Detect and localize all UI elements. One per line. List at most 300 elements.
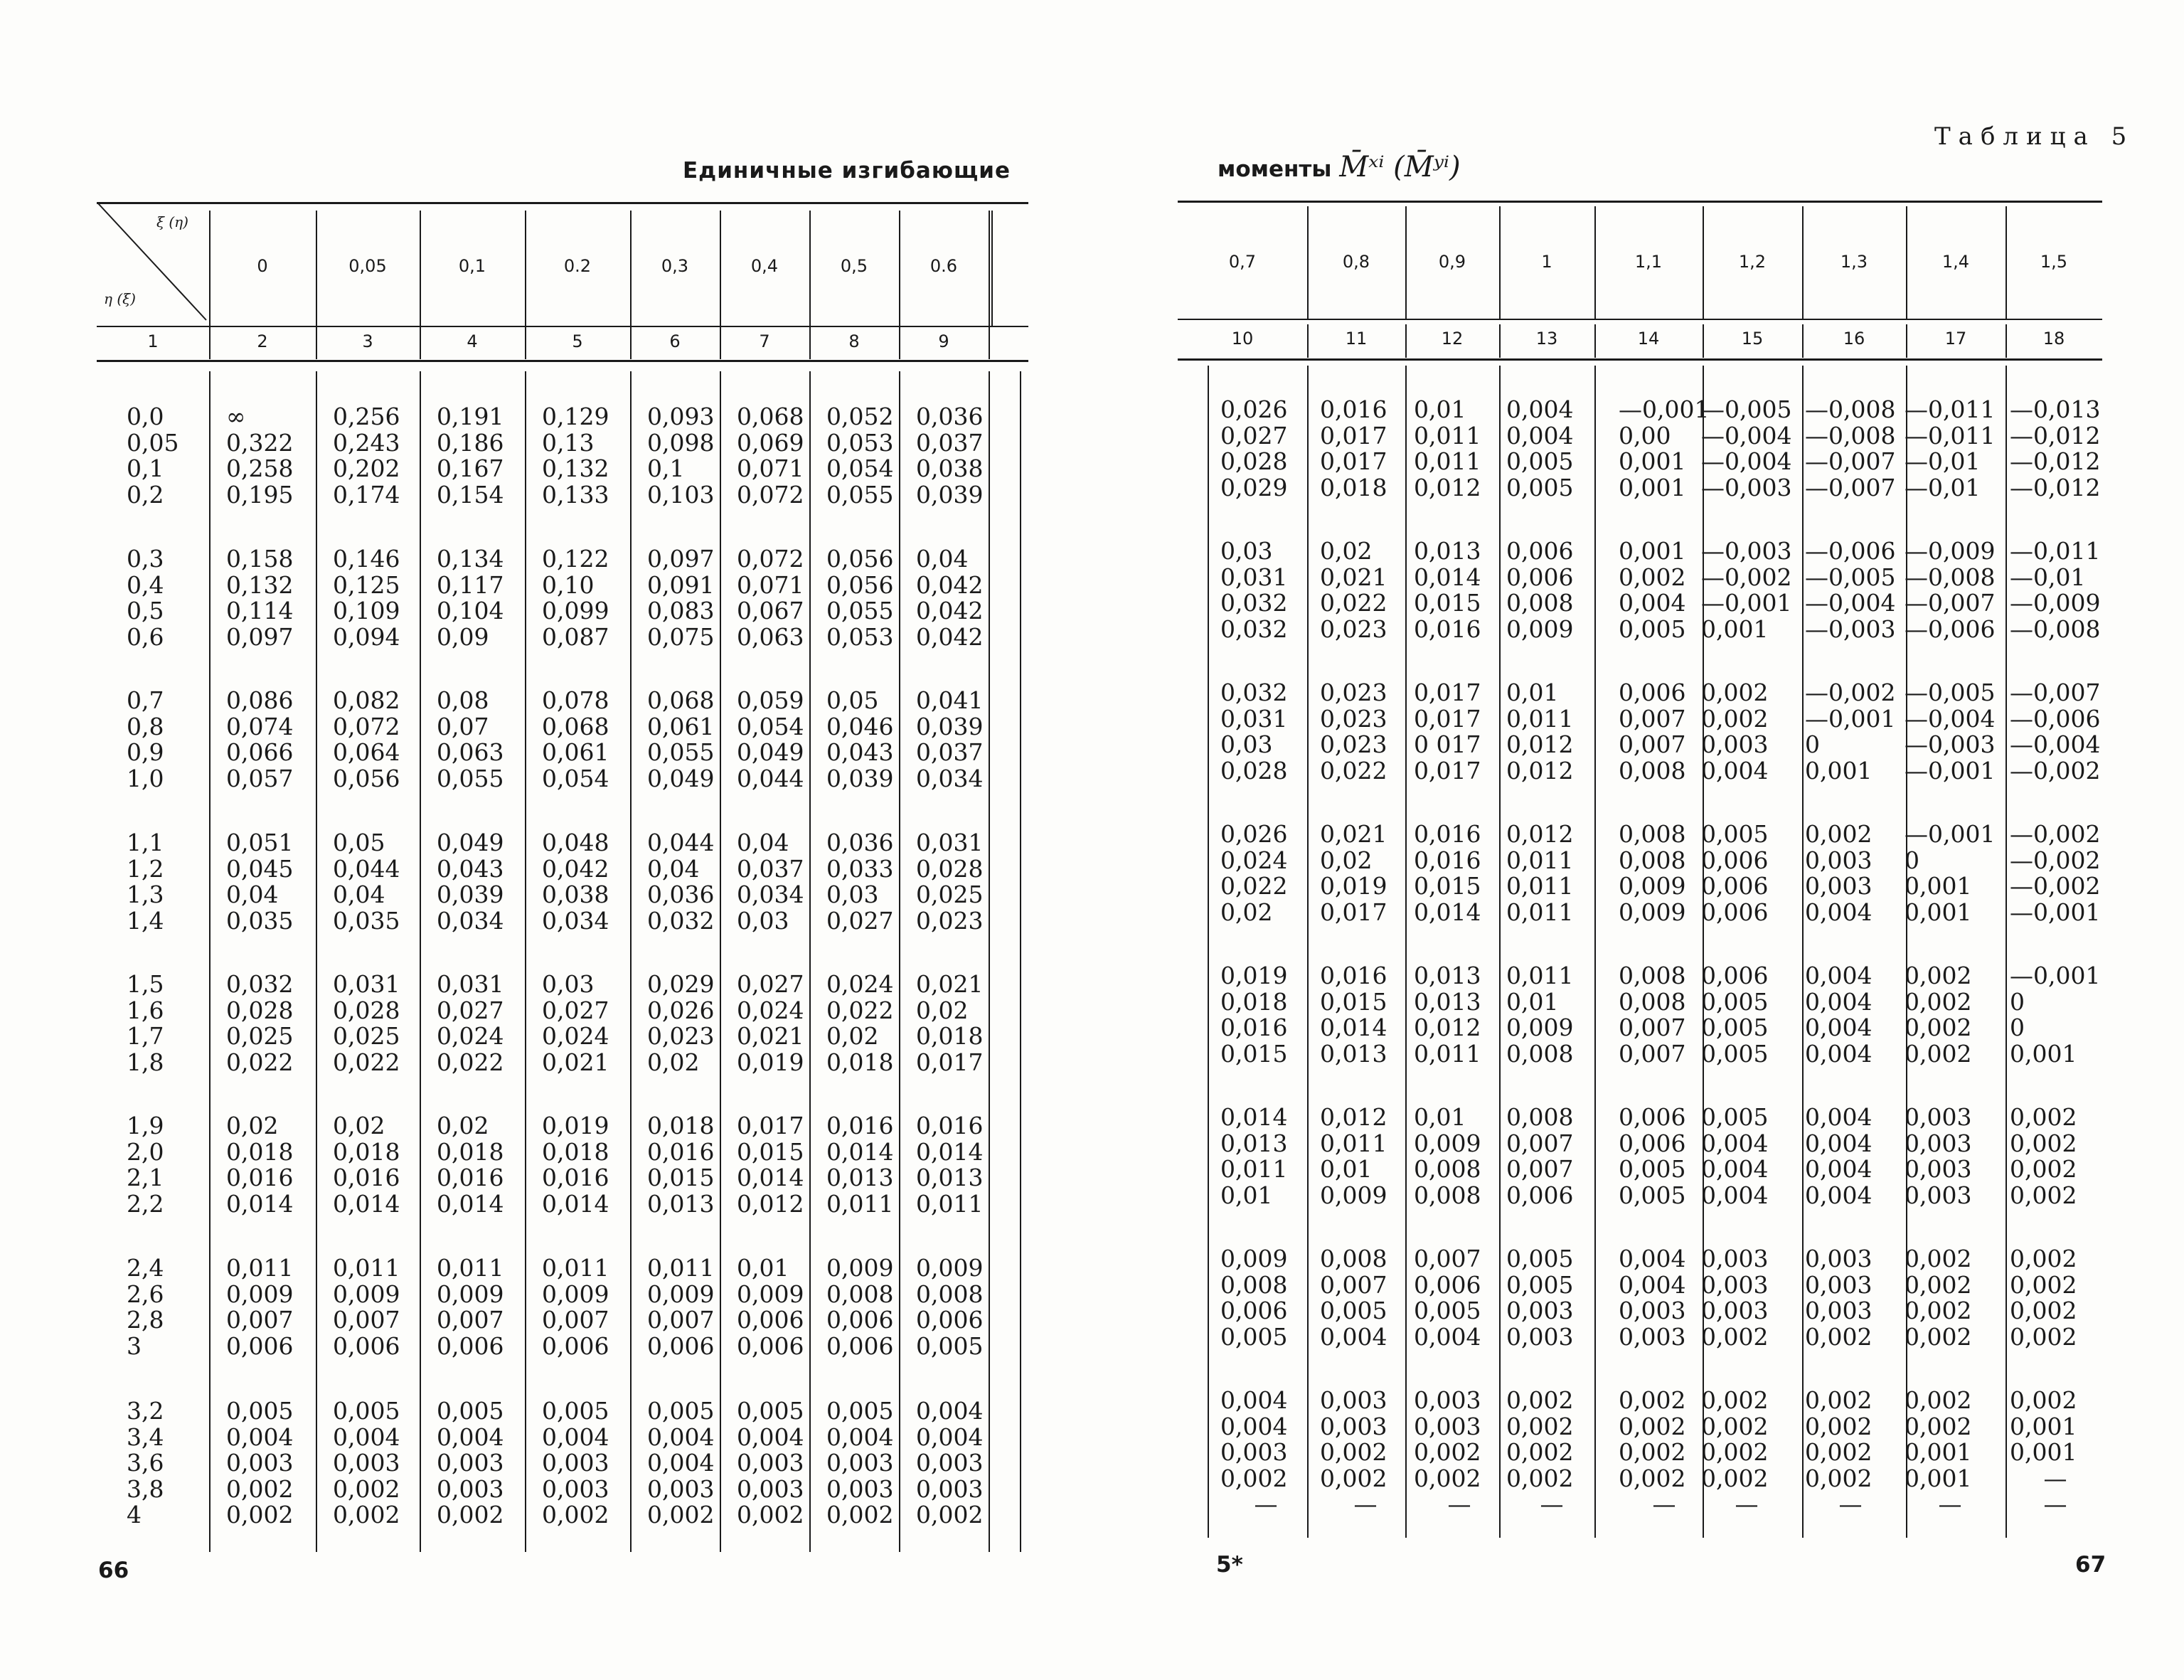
table-cell: 0,036 bbox=[916, 403, 984, 430]
table-cell: 0,02 bbox=[226, 1112, 279, 1139]
table-cell: 0,054 bbox=[826, 454, 894, 482]
column-header: 1,2 bbox=[1738, 252, 1767, 272]
row-label: 3 bbox=[127, 1331, 142, 1360]
table-cell: 0,003 bbox=[437, 1474, 504, 1503]
table-cell: —0,011 bbox=[1905, 395, 1996, 423]
table-cell: 0,02 bbox=[1220, 898, 1273, 926]
table-cell: 0,044 bbox=[333, 854, 400, 883]
column-number: 5 bbox=[572, 331, 583, 351]
signature-mark: 5* bbox=[1216, 1552, 1243, 1578]
value-column bbox=[1414, 397, 1505, 501]
value-column bbox=[2010, 680, 2101, 784]
table-cell: 0,002 bbox=[1619, 1386, 1686, 1414]
table-cell: —0,005 bbox=[1905, 679, 1996, 706]
table-cell: 0,003 bbox=[437, 1449, 504, 1477]
table-cell: 0,094 bbox=[333, 622, 400, 651]
table-cell: 0,032 bbox=[1220, 679, 1288, 706]
table-cell: 0,02 bbox=[826, 1022, 879, 1050]
column-number: 6 bbox=[669, 331, 681, 351]
table-cell: 0,1 bbox=[647, 454, 685, 482]
table-cell: 0,003 bbox=[542, 1449, 609, 1477]
table-cell: 0,02 bbox=[437, 1112, 489, 1139]
table-cell: 0,003 bbox=[1506, 1322, 1574, 1351]
table-cell: 0,016 bbox=[647, 1137, 715, 1166]
table-cell: 0,056 bbox=[826, 570, 894, 599]
table-cell: 0,004 bbox=[1805, 962, 1873, 989]
table-cell: 0,002 bbox=[1905, 1386, 1972, 1414]
table-cell: 0,013 bbox=[1414, 537, 1481, 565]
table-cell: 0,006 bbox=[1701, 962, 1769, 989]
table-cell: 0,019 bbox=[737, 1048, 804, 1076]
column-header: 0,9 bbox=[1438, 252, 1466, 272]
table-cell: 0 017 bbox=[1414, 730, 1481, 758]
row-label: 1,0 bbox=[127, 764, 164, 792]
table-cell: 0,018 bbox=[1320, 473, 1387, 501]
value-column bbox=[1905, 963, 1996, 1067]
table-cell: —0,008 bbox=[1805, 395, 1896, 423]
table-cell: 0,009 bbox=[826, 1254, 894, 1282]
value-column bbox=[2010, 963, 2101, 1067]
table-cell: 0,007 bbox=[437, 1306, 504, 1334]
table-cell: 0,013 bbox=[826, 1164, 894, 1191]
table-cell: 0,01 bbox=[1414, 1103, 1466, 1131]
table-cell: 0,004 bbox=[1701, 756, 1769, 785]
table-cell: 0,061 bbox=[542, 738, 609, 766]
table-cell: —0,008 bbox=[1905, 563, 1996, 591]
value-column bbox=[1805, 680, 1896, 784]
table-cell: —0,007 bbox=[1805, 473, 1896, 501]
row-label: 4 bbox=[127, 1501, 142, 1529]
dash-cell: — bbox=[1938, 1490, 1962, 1518]
table-cell: —0,001 bbox=[1905, 820, 1996, 848]
table-cell: —0,01 bbox=[2010, 563, 2086, 591]
title-word: моменты bbox=[1218, 156, 1332, 182]
table-cell: 0,243 bbox=[333, 428, 400, 457]
value-column bbox=[1320, 822, 1411, 925]
table-cell: 0,001 bbox=[1619, 447, 1686, 475]
table-cell: 0,03 bbox=[826, 881, 879, 908]
value-column bbox=[1619, 1388, 1710, 1518]
value-column bbox=[1414, 1388, 1505, 1518]
table-cell: 0,022 bbox=[226, 1048, 294, 1076]
dash-cell: — bbox=[1353, 1490, 1378, 1518]
value-column bbox=[2010, 1246, 2101, 1350]
corner-label-bottom: η (ξ) bbox=[104, 290, 136, 307]
table-cell: 0,006 bbox=[1220, 1297, 1288, 1324]
table-cell: 0,032 bbox=[1220, 589, 1288, 617]
table-cell: 0 bbox=[1905, 846, 1919, 874]
table-cell: —0,003 bbox=[1905, 730, 1996, 758]
table-cell: 0,04 bbox=[333, 881, 385, 908]
row-label: 3,2 bbox=[127, 1397, 164, 1425]
table-cell: 0,032 bbox=[647, 906, 715, 935]
table-cell: 0,005 bbox=[1506, 473, 1574, 501]
table-cell: 0,002 bbox=[1506, 1412, 1574, 1440]
table-cell: 0,014 bbox=[1220, 1103, 1288, 1131]
table-cell: 0,024 bbox=[437, 1022, 504, 1050]
table-cell: 0,002 bbox=[1320, 1464, 1387, 1492]
table-cell: 0,008 bbox=[1506, 1039, 1574, 1068]
table-cell: —0,002 bbox=[2010, 756, 2101, 785]
table-cell: 0,023 bbox=[647, 1022, 715, 1050]
row-label: 0,0 bbox=[127, 403, 164, 430]
table-cell: 0,002 bbox=[1506, 1386, 1574, 1414]
table-cell: 0,004 bbox=[647, 1449, 715, 1477]
table-cell: 0,007 bbox=[542, 1306, 609, 1334]
table-cell: 0,04 bbox=[916, 545, 969, 573]
left-page-number: 66 bbox=[98, 1558, 129, 1583]
table-cell: 0,07 bbox=[437, 712, 489, 740]
table-cell: 0,006 bbox=[1506, 537, 1574, 565]
table-cell: 0,009 bbox=[916, 1254, 984, 1282]
table-cell: 0,002 bbox=[2010, 1322, 2077, 1351]
table-cell: 0,025 bbox=[916, 881, 984, 908]
dash-cell: — bbox=[1652, 1490, 1676, 1518]
table-cell: 0,056 bbox=[826, 545, 894, 573]
right-body-column-rule bbox=[1208, 366, 1209, 1538]
table-cell: 0,006 bbox=[437, 1331, 504, 1360]
column-header: 1 bbox=[1541, 252, 1552, 272]
table-cell: 0,075 bbox=[647, 622, 715, 651]
value-column bbox=[1320, 1105, 1411, 1208]
table-cell: —0,004 bbox=[1905, 704, 1996, 733]
table-cell: 0,009 bbox=[1506, 615, 1574, 643]
table-cell: 0,044 bbox=[647, 829, 715, 856]
value-column bbox=[1619, 822, 1710, 925]
table-cell: 0,014 bbox=[226, 1189, 294, 1218]
table-cell: 0,045 bbox=[226, 854, 294, 883]
table-cell: 0,006 bbox=[737, 1306, 804, 1334]
table-cell: 0,109 bbox=[333, 597, 400, 624]
table-cell: 0,097 bbox=[647, 545, 715, 573]
table-cell: 0,002 bbox=[2010, 1270, 2077, 1299]
value-column bbox=[1805, 538, 1896, 642]
table-cell: —0,004 bbox=[1701, 421, 1792, 450]
table-cell: 0,043 bbox=[437, 854, 504, 883]
column-number: 2 bbox=[257, 331, 268, 351]
dash-cell: — bbox=[1838, 1490, 1863, 1518]
value-column bbox=[1701, 963, 1792, 1067]
table-cell: 0,006 bbox=[1619, 679, 1686, 706]
column-number: 4 bbox=[467, 331, 478, 351]
left-page-title: Единичные изгибающие bbox=[683, 158, 1011, 184]
table-cell: 0,03 bbox=[737, 906, 789, 935]
table-cell: 0,016 bbox=[1220, 1014, 1288, 1041]
table-cell: 0,004 bbox=[916, 1423, 984, 1451]
table-cell: 0,006 bbox=[333, 1331, 400, 1360]
column-header: 0,1 bbox=[458, 256, 486, 276]
table-cell: 0,029 bbox=[647, 970, 715, 998]
table-cell: 0,005 bbox=[826, 1397, 894, 1425]
table-cell: 0,002 bbox=[1619, 563, 1686, 591]
table-cell: 0,003 bbox=[1414, 1412, 1481, 1440]
column-header: 0,4 bbox=[750, 256, 779, 276]
table-cell: 0,006 bbox=[1506, 563, 1574, 591]
dash-cell: — bbox=[1447, 1490, 1471, 1518]
table-cell: 0,007 bbox=[226, 1306, 294, 1334]
value-column bbox=[1220, 963, 1311, 1067]
table-cell: 0,002 bbox=[1905, 1014, 1972, 1041]
table-cell: 0,031 bbox=[1220, 563, 1288, 591]
table-cell: 0,004 bbox=[226, 1423, 294, 1451]
table-cell: 0,023 bbox=[1320, 730, 1387, 758]
table-cell: 0,011 bbox=[226, 1254, 294, 1282]
table-cell: 0,007 bbox=[1619, 704, 1686, 733]
table-cell: 0,016 bbox=[226, 1164, 294, 1191]
row-label: 0,6 bbox=[127, 622, 164, 651]
table-cell: —0,007 bbox=[1905, 589, 1996, 617]
table-cell: 0,018 bbox=[542, 1137, 609, 1166]
column-header: 0.6 bbox=[929, 256, 958, 276]
table-cell: —0,003 bbox=[1701, 473, 1792, 501]
table-cell: 0,063 bbox=[437, 738, 504, 766]
table-cell: 0,069 bbox=[737, 428, 804, 457]
table-cell: 0,061 bbox=[647, 712, 715, 740]
table-cell: 0,04 bbox=[226, 881, 279, 908]
table-cell: 0,034 bbox=[737, 881, 804, 908]
table-cell: —0,006 bbox=[2010, 704, 2101, 733]
table-cell: 0,052 bbox=[826, 403, 894, 430]
table-cell: 0,005 bbox=[916, 1331, 984, 1360]
value-column bbox=[1320, 538, 1411, 642]
table-cell: 0,002 bbox=[2010, 1245, 2077, 1272]
table-cell: 0,003 bbox=[1701, 1297, 1769, 1324]
table-cell: 0,005 bbox=[226, 1397, 294, 1425]
table-cell: 0,002 bbox=[1905, 1039, 1972, 1068]
table-cell: 0,072 bbox=[333, 712, 400, 740]
table-cell: 0,031 bbox=[333, 970, 400, 998]
dash-cell: — bbox=[1540, 1490, 1564, 1518]
table-cell: 0,005 bbox=[437, 1397, 504, 1425]
table-cell: 0,002 bbox=[1506, 1464, 1574, 1492]
table-cell: 0,005 bbox=[1619, 615, 1686, 643]
table-cell: 0,011 bbox=[1414, 447, 1481, 475]
value-column bbox=[1506, 680, 1597, 784]
dash-cell: — bbox=[2043, 1464, 2067, 1492]
table-cell: 0,004 bbox=[1506, 421, 1574, 450]
table-cell: 0,097 bbox=[226, 622, 294, 651]
value-column bbox=[1506, 1388, 1597, 1518]
table-cell: 0,01 bbox=[1320, 1155, 1373, 1183]
table-cell: 0,002 bbox=[333, 1501, 400, 1529]
value-column bbox=[1905, 1105, 1996, 1208]
table-cell: 0,004 bbox=[437, 1423, 504, 1451]
table-cell: 0,005 bbox=[1220, 1322, 1288, 1351]
table-cell: 0,082 bbox=[333, 686, 400, 714]
table-cell: —0,002 bbox=[2010, 820, 2101, 848]
table-cell: 0,004 bbox=[647, 1423, 715, 1451]
column-header: 1,3 bbox=[1840, 252, 1868, 272]
column-header: 0,05 bbox=[348, 256, 387, 276]
table-cell: 0,027 bbox=[1220, 421, 1288, 450]
table-cell: 0,072 bbox=[737, 480, 804, 509]
table-cell: 0,055 bbox=[437, 764, 504, 792]
row-label: 1,7 bbox=[127, 1022, 164, 1050]
row-label: 1,1 bbox=[127, 829, 164, 856]
table-cell: 0,006 bbox=[916, 1306, 984, 1334]
table-cell: 0,007 bbox=[1619, 1039, 1686, 1068]
table-cell: 0,012 bbox=[1506, 756, 1574, 785]
table-cell: 0,029 bbox=[1220, 473, 1288, 501]
column-header: 0,8 bbox=[1342, 252, 1370, 272]
row-label: 1,8 bbox=[127, 1048, 164, 1076]
table-cell: 0,002 bbox=[1619, 1464, 1686, 1492]
table-cell: —0,01 bbox=[1905, 447, 1981, 475]
table-cell: 0 bbox=[2010, 987, 2025, 1016]
column-number: 10 bbox=[1231, 329, 1254, 349]
table-cell: 0,006 bbox=[542, 1331, 609, 1360]
table-cell: 0,002 bbox=[2010, 1129, 2077, 1157]
table-cell: 0,014 bbox=[1320, 1014, 1387, 1041]
table-cell: 0,022 bbox=[1320, 756, 1387, 785]
row-label: 2,1 bbox=[127, 1164, 164, 1191]
table-cell: 0,132 bbox=[226, 570, 294, 599]
table-cell: 0,006 bbox=[226, 1331, 294, 1360]
table-cell: 0,025 bbox=[333, 1022, 400, 1050]
table-cell: 0,086 bbox=[226, 686, 294, 714]
table-cell: 0,034 bbox=[437, 906, 504, 935]
table-cell: 0,038 bbox=[542, 881, 609, 908]
table-cell: 0,022 bbox=[826, 996, 894, 1024]
value-column bbox=[1905, 1246, 1996, 1350]
table-cell: 0,002 bbox=[1701, 704, 1769, 733]
table-cell: 0,002 bbox=[1905, 1297, 1972, 1324]
table-label: Таблица 5 bbox=[1934, 122, 2135, 151]
table-cell: 0,132 bbox=[542, 454, 609, 482]
table-cell: 0,007 bbox=[1506, 1129, 1574, 1157]
table-cell: 0,011 bbox=[1506, 872, 1574, 900]
table-cell: 0,039 bbox=[916, 480, 984, 509]
table-cell: 0,012 bbox=[737, 1189, 804, 1218]
value-column bbox=[1905, 1388, 1996, 1518]
table-cell: 0,011 bbox=[916, 1189, 984, 1218]
table-cell: 0,014 bbox=[437, 1189, 504, 1218]
table-cell: 0,002 bbox=[826, 1501, 894, 1529]
table-cell: 0,008 bbox=[1414, 1155, 1481, 1183]
table-cell: 0,03 bbox=[542, 970, 595, 998]
table-cell: 0,003 bbox=[737, 1474, 804, 1503]
table-cell: 0,002 bbox=[1701, 1322, 1769, 1351]
table-cell: 0,028 bbox=[333, 996, 400, 1024]
table-cell: 0,041 bbox=[916, 686, 984, 714]
table-cell: 0,018 bbox=[916, 1022, 984, 1050]
table-cell: 0,195 bbox=[226, 480, 294, 509]
table-cell: —0,001 bbox=[1905, 756, 1996, 785]
table-cell: 0,004 bbox=[826, 1423, 894, 1451]
table-cell: 0,011 bbox=[1506, 898, 1574, 926]
table-cell: —0,004 bbox=[1805, 589, 1896, 617]
table-cell: 0,009 bbox=[1414, 1129, 1481, 1157]
value-column bbox=[1220, 1246, 1311, 1350]
value-column bbox=[2010, 1388, 2101, 1518]
table-cell: 0,068 bbox=[542, 712, 609, 740]
table-cell: 0,028 bbox=[1220, 756, 1288, 785]
table-cell: —0,006 bbox=[1805, 537, 1896, 565]
value-column bbox=[1220, 822, 1311, 925]
right-page-number: 67 bbox=[2075, 1552, 2106, 1578]
value-column bbox=[1220, 1388, 1311, 1518]
table-cell: 0,016 bbox=[1320, 962, 1387, 989]
value-column bbox=[1414, 963, 1505, 1067]
value-column bbox=[1506, 397, 1597, 501]
table-cell: 0,322 bbox=[226, 428, 294, 457]
table-cell: 0,072 bbox=[737, 545, 804, 573]
table-cell: 0,042 bbox=[916, 597, 984, 624]
value-column bbox=[1220, 538, 1311, 642]
value-column bbox=[1506, 822, 1597, 925]
table-cell: 0,01 bbox=[1506, 987, 1559, 1016]
table-cell: 0,012 bbox=[1506, 730, 1574, 758]
table-cell: 0,002 bbox=[1619, 1412, 1686, 1440]
table-cell: 0,005 bbox=[1701, 820, 1769, 848]
table-cell: 0,001 bbox=[2010, 1412, 2077, 1440]
table-cell: 0,011 bbox=[1320, 1129, 1387, 1157]
table-cell: 0,003 bbox=[333, 1449, 400, 1477]
table-cell: 0,002 bbox=[1414, 1438, 1481, 1466]
table-cell: 0,01 bbox=[1220, 1181, 1273, 1209]
table-cell: 0,008 bbox=[1619, 756, 1686, 785]
column-header: 0,7 bbox=[1228, 252, 1257, 272]
table-cell: 0,018 bbox=[226, 1137, 294, 1166]
table-cell: 0,002 bbox=[1701, 1386, 1769, 1414]
table-cell: 0,002 bbox=[916, 1501, 984, 1529]
table-cell: 0,146 bbox=[333, 545, 400, 573]
row-label: 0,05 bbox=[127, 428, 179, 457]
column-number: 7 bbox=[759, 331, 770, 351]
table-cell: 0,005 bbox=[1619, 1181, 1686, 1209]
table-cell: 0,01 bbox=[1414, 395, 1466, 423]
table-cell: 0,035 bbox=[333, 906, 400, 935]
table-cell: 0,021 bbox=[542, 1048, 609, 1076]
value-column bbox=[1506, 1105, 1597, 1208]
table-cell: 0,158 bbox=[226, 545, 294, 573]
table-cell: 0,018 bbox=[437, 1137, 504, 1166]
row-label: 3,6 bbox=[127, 1449, 164, 1477]
table-cell: 0,005 bbox=[1414, 1297, 1481, 1324]
table-cell: 0,125 bbox=[333, 570, 400, 599]
table-cell: —0,001 bbox=[1701, 589, 1792, 617]
row-label: 1,6 bbox=[127, 996, 164, 1024]
value-column bbox=[1805, 963, 1896, 1067]
table-cell: 0,006 bbox=[647, 1331, 715, 1360]
table-cell: 0,003 bbox=[1905, 1129, 1972, 1157]
table-cell: 0,002 bbox=[1805, 1464, 1873, 1492]
table-cell: 0,004 bbox=[542, 1423, 609, 1451]
table-cell: 0,006 bbox=[1506, 1181, 1574, 1209]
table-cell: 0,154 bbox=[437, 480, 504, 509]
value-column bbox=[1805, 1388, 1896, 1518]
table-cell: 0,015 bbox=[647, 1164, 715, 1191]
table-cell: 0,001 bbox=[1805, 756, 1873, 785]
table-cell: 0,003 bbox=[826, 1449, 894, 1477]
table-cell: 0,055 bbox=[826, 597, 894, 624]
table-cell: 0,002 bbox=[2010, 1297, 2077, 1324]
table-cell: 0,017 bbox=[1320, 898, 1387, 926]
table-cell: 0,002 bbox=[226, 1474, 294, 1503]
table-cell: 0,04 bbox=[647, 854, 700, 883]
value-column bbox=[1220, 397, 1311, 501]
table-cell: 0,002 bbox=[1805, 820, 1873, 848]
column-header: 1,5 bbox=[2040, 252, 2068, 272]
table-cell: 0,017 bbox=[737, 1112, 804, 1139]
table-cell: 0,012 bbox=[1414, 1014, 1481, 1041]
table-cell: 0,005 bbox=[1320, 1297, 1387, 1324]
column-number: 13 bbox=[1535, 329, 1558, 349]
table-cell: 0,037 bbox=[737, 854, 804, 883]
row-label: 3,8 bbox=[127, 1474, 164, 1503]
table-cell: —0,007 bbox=[1805, 447, 1896, 475]
table-cell: 0,003 bbox=[1320, 1412, 1387, 1440]
